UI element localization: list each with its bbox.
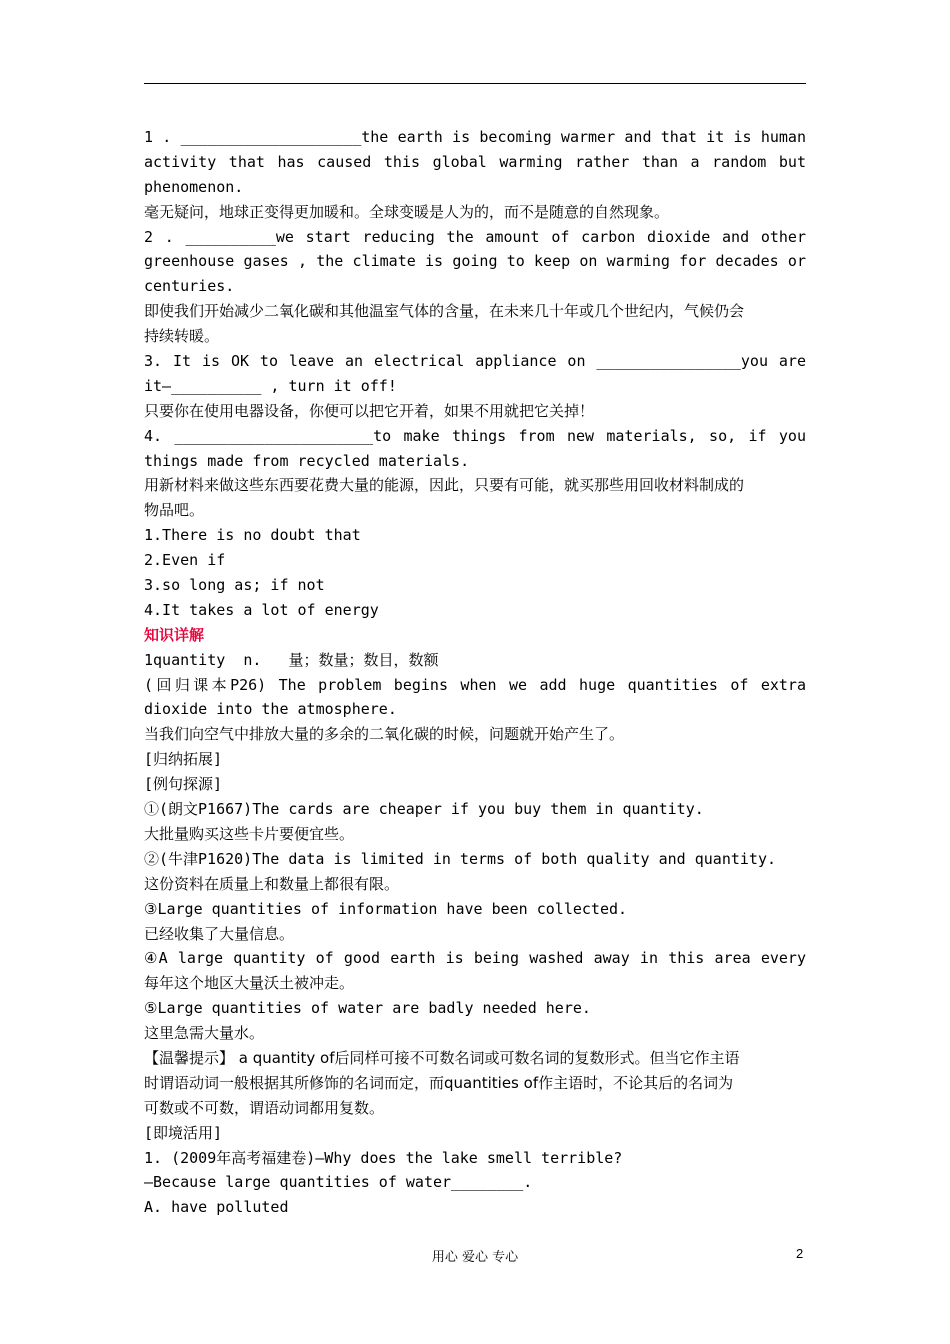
text-line: 可数或不可数，谓语动词都用复数。 <box>144 1098 385 1117</box>
page-number: 2 <box>796 1246 804 1261</box>
text-line: (回归课本P26) The problem begins when we add huge quantities of extra <box>144 675 806 694</box>
text-line: it—__________ , turn it off! <box>144 376 397 395</box>
text-line: 1 . ____________________the earth is becoming warmer and that it is human <box>144 128 806 146</box>
header-rule <box>144 83 806 84</box>
text-line: 每年这个地区大量沃土被冲走。 <box>144 974 355 993</box>
text-line: ⑤Large quantities of water are badly needed here. <box>144 999 591 1018</box>
text-line: 只要你在使用电器设备，你便可以把它开着，如果不用就把它关掉！ <box>144 401 595 420</box>
text-line: 已经收集了大量信息。 <box>144 924 295 943</box>
text-line: centuries. <box>144 277 235 296</box>
text-line: 当我们向空气中排放大量的多余的二氧化碳的时候，问题就开始产生了。 <box>144 725 625 744</box>
text-line: dioxide into the atmosphere. <box>144 700 397 719</box>
text-line: 时谓语动词一般根据其所修饰的名词而定，而quantities of作主语时，不论其后的名词为 <box>144 1073 734 1092</box>
text-line: 大批量购买这些卡片要便宜些。 <box>144 824 355 843</box>
text-line: 1.There is no doubt that <box>144 526 361 545</box>
text-line: 3. It is OK to leave an electrical appliance on ________________you are <box>144 352 806 371</box>
text-line: greenhouse gases , the climate is going to keep on warming for decades or <box>144 252 806 271</box>
text-line: ①(朗文P1667)The cards are cheaper if you buy them in quantity. <box>144 800 704 819</box>
text-line: 4.It takes a lot of energy <box>144 600 379 619</box>
text-line: 这里急需大量水。 <box>144 1024 265 1043</box>
text-line: activity that has caused this global warming rather than a random but <box>144 152 806 171</box>
text-line: 3.so long as; if not <box>144 576 325 595</box>
text-line: 1. (2009年高考福建卷)—Why does the lake smell terrible? <box>144 1148 623 1167</box>
text-line: 4. ______________________to make things from new materials, so, if you <box>144 426 806 445</box>
text-line: [归纳拓展] <box>144 750 223 769</box>
text-line: things made from recycled materials. <box>144 451 470 470</box>
text-line: ④A large quantity of good earth is being washed away in this area every <box>144 949 806 968</box>
text-line: 持续转暖。 <box>144 327 220 346</box>
page-content <box>144 125 806 1220</box>
section-heading: 知识详解 <box>144 625 205 644</box>
text-line: [即境活用] <box>144 1123 223 1142</box>
text-line: A. have polluted <box>144 1198 289 1217</box>
text-line: [例句探源] <box>144 775 223 794</box>
text-line: —Because large quantities of water________. <box>144 1173 533 1192</box>
text-line: 1quantity n. 量；数量；数目，数额 <box>144 650 439 669</box>
text-line: ③Large quantities of information have been collected. <box>144 899 628 918</box>
footer-text: 用心 爱心 专心 <box>431 1250 519 1265</box>
text-line: ②(牛津P1620)The data is limited in terms of both quality and quantity. <box>144 849 776 868</box>
text-line: 这份资料在质量上和数量上都很有限。 <box>144 874 400 893</box>
text-line: 2 . __________we start reducing the amount of carbon dioxide and other <box>144 227 806 246</box>
text-line: 物品吧。 <box>144 501 205 520</box>
text-line: phenomenon. <box>144 177 244 196</box>
text-line: 用新材料来做这些东西要花费大量的能源，因此，只要有可能，就买那些用回收材料制成的 <box>144 476 745 495</box>
text-line: 毫无疑问，地球正变得更加暖和。全球变暖是人为的，而不是随意的自然现象。 <box>144 202 670 221</box>
text-line: 即使我们开始减少二氧化碳和其他温室气体的含量，在未来几十年或几个世纪内，气候仍会 <box>144 302 745 321</box>
text-line: 【温馨提示】 a quantity of后同样可接不可数名词或可数名词的复数形式。但当它作主语 <box>144 1048 740 1067</box>
text-line: 2.Even if <box>144 551 226 570</box>
